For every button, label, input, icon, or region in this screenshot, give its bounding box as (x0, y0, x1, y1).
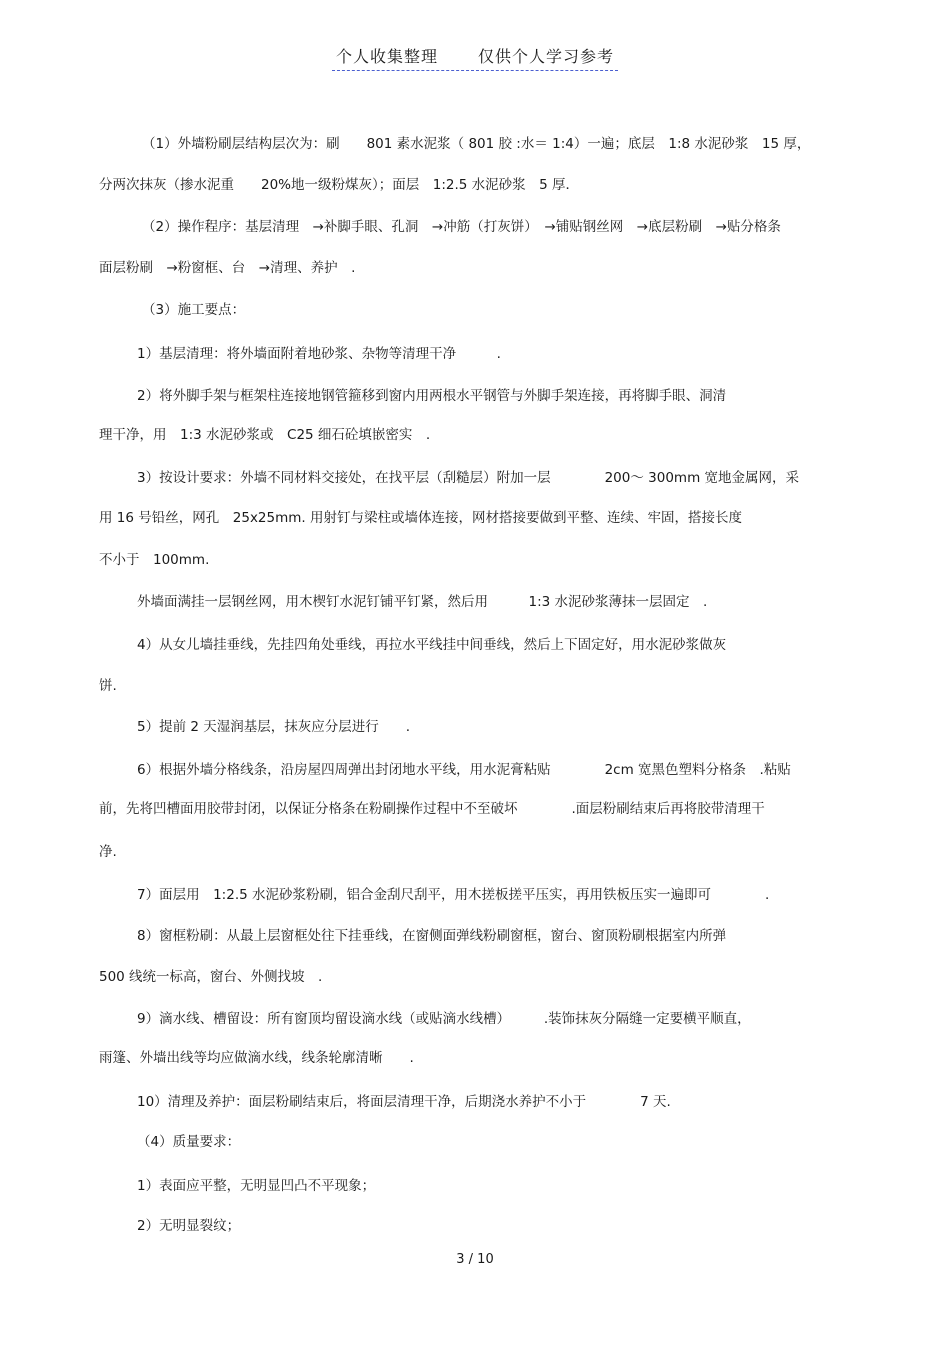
text-line: 6）根据外墙分格线条，沿房屋四周弹出封闭地水平线，用水泥膏粘贴 2cm 宽黑色塑料分格条 .粘贴 (137, 762, 791, 778)
text-line: 3）按设计要求：外墙不同材料交接处，在找平层（刮糙层）附加一层 200～ 300mm 宽地金属网，采 (137, 470, 800, 486)
text-line: 1）基层清理：将外墙面附着地砂浆、杂物等清理干净 . (137, 346, 501, 362)
text-line: （1）外墙粉刷层结构层次为：刷 801 素水泥浆（ 801 胶 :水＝ 1:4）一遍；底层 1:8 水泥砂浆 15 厚， (142, 136, 811, 152)
text-line: 2）无明显裂纹； (137, 1218, 241, 1234)
text-line: 9）滴水线、槽留设：所有窗顶均留设滴水线（或贴滴水线槽） .装饰抹灰分隔缝一定要横平顺直， (137, 1011, 751, 1027)
text-line: 500 线统一标高，窗台、外侧找坡 . (99, 969, 323, 985)
text-line: 分两次抹灰（掺水泥重 20%地一级粉煤灰）；面层 1:2.5 水泥砂浆 5 厚． (99, 177, 580, 193)
text-line: 10）清理及养护：面层粉刷结束后，将面层清理干净，后期浇水养护不小于 7 天. (137, 1094, 671, 1110)
text-line: 4）从女儿墙挂垂线，先挂四角处垂线，再拉水平线挂中间垂线，然后上下固定好，用水泥砂浆做灰 (137, 637, 727, 653)
text-line: 不小于 100mm. (99, 552, 210, 568)
text-line: 前，先将凹槽面用胶带封闭，以保证分格条在粉刷操作过程中不至破坏 .面层粉刷结束后再将胶带清理干 (99, 801, 765, 817)
text-line: 8）窗框粉刷：从最上层窗框处往下挂垂线，在窗侧面弹线粉刷窗框，窗台、窗顶粉刷根据室内所弹 (137, 928, 727, 944)
text-line: 雨篷、外墙出线等均应做滴水线，线条轮廓清晰 . (99, 1050, 414, 1066)
page-number: 3 / 10 (456, 1252, 494, 1267)
text-line: （4）质量要求： (137, 1134, 241, 1150)
text-line: （3）施工要点： (142, 302, 246, 318)
text-line: 饼. (99, 678, 117, 694)
header-right-text: 仅供个人学习参考 (478, 47, 615, 66)
text-line: 理干净，用 1:3 水泥砂浆或 C25 细石砼填嵌密实 . (99, 427, 431, 443)
text-line: 1）表面应平整，无明显凹凸不平现象； (137, 1178, 376, 1194)
text-line: 7）面层用 1:2.5 水泥砂浆粉刷，铝合金刮尺刮平，用木搓板搓平压实，再用铁板压实一遍即可 . (137, 887, 770, 903)
text-line: 5）提前 2 天湿润基层，抹灰应分层进行 . (137, 719, 411, 735)
text-line: 面层粉刷 →粉窗框、台 →清理、养护 . (99, 260, 356, 276)
text-line: 用 16 号铅丝，网孔 25x25mm. 用射钉与梁柱或墙体连接，网材搭接要做到平整、连续、牢固，搭接长度 (99, 510, 742, 526)
text-line: （2）操作程序：基层清理 →补脚手眼、孔洞 →冲筋（打灰饼） →铺贴钢丝网 →底层粉刷 →贴分格条 (142, 219, 781, 235)
header-left-text: 个人收集整理 (335, 47, 438, 66)
text-line: 2）将外脚手架与框架柱连接地钢管箍移到窗内用两根水平钢管与外脚手架连接，再将脚手眼、洞清 (137, 388, 727, 404)
page-header (0, 44, 950, 71)
text-line: 净. (99, 844, 117, 860)
text-line: 外墙面满挂一层钢丝网，用木楔钉水泥钉铺平钉紧，然后用 1:3 水泥砂浆薄抹一层固定 . (137, 594, 708, 610)
header-banner (332, 44, 618, 71)
